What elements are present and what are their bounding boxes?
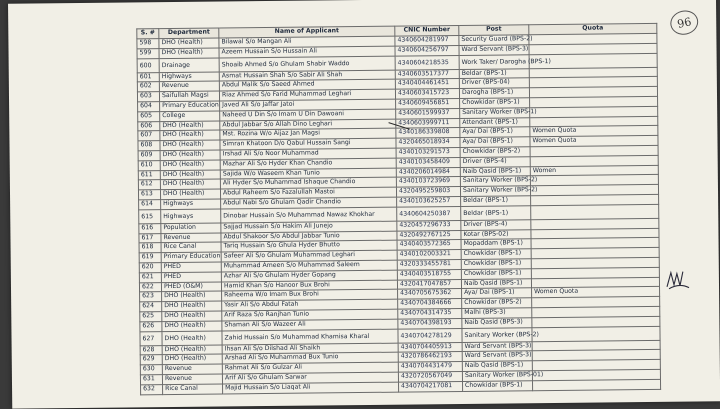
cell-cnic: 4340604218535 — [395, 55, 459, 70]
cell-serial: 606 — [138, 121, 160, 131]
header-cnic: CNIC Number — [395, 25, 459, 36]
cell-quota — [531, 204, 659, 219]
cell-post: Driver (BPS-04) — [459, 78, 529, 89]
cell-cnic: 4320495259803 — [396, 187, 460, 197]
cell-cnic: 4340704314735 — [398, 308, 462, 318]
cell-cnic: 4340603415723 — [395, 89, 459, 99]
cell-serial: 608 — [138, 141, 160, 151]
cell-applicant-name: Javed Ali S/o Jaffar Jatoi — [220, 99, 396, 111]
document-page — [8, 0, 720, 409]
cell-department: Rice Canal — [163, 384, 223, 394]
cell-department: Population — [161, 223, 221, 233]
cell-serial: 627 — [140, 331, 162, 345]
cell-applicant-name: Asmat Hussain Shah S/o Sabir Ali Shah — [219, 70, 395, 82]
cell-applicant-name: Arif Raza S/o Ranjhan Tunio — [222, 309, 398, 321]
cell-quota: Women Quota — [532, 287, 660, 298]
cell-department: Rice Canal — [161, 242, 221, 252]
cell-department: Revenue — [159, 81, 219, 91]
cell-applicant-name: Abdul Malik S/o Saeed Ahmed — [219, 80, 395, 92]
cell-serial: 600 — [137, 58, 159, 72]
cell-post: Chowkidar (BPS-1) — [460, 98, 530, 109]
cell-post: Sanitary Worker (BPS-2) — [460, 186, 530, 197]
cell-applicant-name: Safeer Ali S/o Ghulam Muhammad Leghari — [221, 250, 397, 262]
header-serial: S. # — [137, 29, 159, 39]
cell-cnic: 4340103723969 — [396, 177, 460, 187]
cell-department: PHED — [161, 272, 221, 282]
cell-department: DHO (Health) — [162, 301, 222, 311]
cell-post: Ward Servant (BPS-3) — [462, 351, 532, 362]
cell-serial: 615 — [139, 209, 161, 223]
cell-serial: 602 — [137, 82, 159, 92]
cell-post: Sanitary Worker (BPS-2) — [460, 176, 530, 187]
cell-department: Primary Education — [160, 101, 220, 111]
cell-post: Chowkidar (BPS-1) — [461, 268, 531, 279]
cell-cnic: 4340603999711 — [396, 118, 460, 128]
cell-post: Work Taker/ Darogha (BPS-1) — [459, 54, 529, 69]
cell-serial: 625 — [140, 312, 162, 322]
cell-cnic: 4340186339808 — [396, 128, 460, 138]
cell-quota: Women Quota — [530, 126, 658, 137]
cell-cnic: 4340103458409 — [396, 157, 460, 167]
cell-cnic: 4340704398193 — [398, 318, 462, 328]
cell-quota: Women Quota — [530, 136, 658, 147]
cell-applicant-name: Simran Khatoon D/o Qabul Hussain Sangi — [220, 138, 396, 150]
cell-applicant-name: Irshad Ali S/o Noor Muhammad — [220, 148, 396, 160]
cell-post: Security Guard (BPS-2) — [459, 35, 529, 46]
cell-serial: 601 — [137, 72, 159, 82]
cell-applicant-name: Zahid Hussain S/o Muhammad Khamisa Kharal — [222, 329, 398, 345]
cell-post: Ward Servant (BPS-3) — [462, 341, 532, 352]
cell-department: DHO (Health) — [160, 121, 220, 131]
cell-serial: 620 — [139, 263, 161, 273]
header-post: Post — [459, 25, 529, 36]
cell-cnic: 4340103291573 — [396, 147, 460, 157]
cell-serial: 621 — [139, 272, 161, 282]
cell-serial: 632 — [141, 384, 163, 394]
cell-quota — [532, 379, 660, 390]
cell-post: Ward Servant (BPS-3) — [459, 45, 529, 56]
cell-post: Driver (BPS-4) — [460, 157, 530, 168]
cell-post: Kotar (BPS-02) — [461, 229, 531, 240]
cell-post: Naib Qasid (BPS-3) — [462, 317, 532, 328]
cell-applicant-name: Abdul Nabi S/o Ghulam Qadir Chandio — [221, 197, 397, 209]
cell-serial: 616 — [139, 223, 161, 233]
cell-serial: 619 — [139, 253, 161, 263]
cell-department: DHO (Health) — [162, 311, 222, 321]
cell-applicant-name: Azeem Hussain S/o Hussain Ali — [219, 46, 395, 58]
cell-cnic: 4340604250387 — [397, 206, 461, 221]
cell-department: Highways — [161, 199, 221, 209]
cell-post: Naib Qasid (BPS-1) — [462, 361, 532, 372]
cell-serial: 604 — [138, 102, 160, 112]
cell-post: Sanitary Worker (BPS-01) — [462, 371, 532, 382]
cell-department: Revenue — [162, 364, 222, 374]
cell-applicant-name: Majid Hussain S/o Liaqat Ali — [223, 382, 399, 394]
cell-applicant-name: Mazhar Ali S/o Hyder Khan Chandio — [220, 158, 396, 170]
header-quota: Quota — [529, 23, 657, 34]
cell-applicant-name: Yasir Ali S/o Abdul Fatah — [222, 299, 398, 311]
cell-cnic: 4340704217081 — [399, 381, 463, 391]
cell-applicant-name: Sajida W/o Waseem Khan Tunio — [220, 168, 396, 180]
cell-department: DHO (Health) — [160, 150, 220, 160]
cell-serial: 613 — [138, 190, 160, 200]
cell-post: Darogha (BPS-1) — [459, 88, 529, 99]
cell-cnic: 4320333455781 — [397, 259, 461, 269]
cell-cnic: 4320457296733 — [397, 220, 461, 230]
cell-cnic: 4340604281997 — [395, 35, 459, 45]
cell-post: Sanitary Worker (BPS-1) — [460, 108, 530, 119]
cell-post: Attendant (BPS-1) — [460, 117, 530, 128]
cell-cnic: 4340704384666 — [398, 299, 462, 309]
cell-applicant-name: Dinobar Hussain S/o Muhammad Nawaz Khokhar — [221, 207, 397, 223]
cell-post: Beldar (BPS-1) — [461, 196, 531, 207]
cell-post: Naib Qasid (BPS-1) — [461, 278, 531, 289]
cell-post: Mopaddam (BPS-1) — [461, 239, 531, 250]
cell-department: Highways — [159, 72, 219, 82]
cell-post: Aya/ Dai (BPS-1) — [462, 288, 532, 299]
header-applicant-name: Name of Applicant — [219, 26, 395, 38]
cell-department: DHO (Health) — [162, 331, 222, 346]
cell-serial: 603 — [137, 92, 159, 102]
cell-applicant-name: Sajjad Hussain S/o Hakim Ali Junejo — [221, 221, 397, 233]
cell-cnic: 4340601599937 — [396, 108, 460, 118]
cell-department: DHO (Health) — [162, 354, 222, 364]
cell-cnic: 4340603517377 — [395, 69, 459, 79]
cell-quota — [532, 326, 660, 341]
cell-applicant-name: Naheed U Din S/o Imam U Din Dawoani — [220, 109, 396, 121]
cell-applicant-name: Hamid Khan S/o Hanoor Bux Brohi — [221, 280, 397, 292]
cell-post: Malhi (BPS-3) — [462, 308, 532, 319]
cell-department: College — [160, 111, 220, 121]
cell-serial: 607 — [138, 131, 160, 141]
cell-serial: 605 — [138, 111, 160, 121]
cell-department: PHED — [161, 262, 221, 272]
cell-department: Revenue — [162, 374, 222, 384]
cell-cnic: 4340704431479 — [398, 362, 462, 372]
cell-serial: 626 — [140, 321, 162, 331]
cell-cnic: 4320492767125 — [397, 230, 461, 240]
cell-department: DHO (Health) — [159, 48, 219, 58]
cell-applicant-name: Arshad Ali S/o Muhammad Bux Tunio — [222, 352, 398, 364]
cell-post: Aya/ Dai (BPS-1) — [460, 137, 530, 148]
cell-department: DHO (Health) — [159, 38, 219, 48]
cell-cnic: 4320786462193 — [398, 352, 462, 362]
cell-applicant-name: Azhar Ali S/o Ghulam Hyder Gopang — [221, 270, 397, 282]
cell-cnic: 4340206014984 — [396, 167, 460, 177]
cell-department: DHO (Health) — [160, 189, 220, 199]
cell-department: DHO (Health) — [162, 344, 222, 354]
applicant-table — [136, 23, 661, 395]
cell-applicant-name: Riaz Ahmed S/o Farid Muhammad Leghari — [219, 89, 395, 101]
cell-post: Chowkidar (BPS-1) — [462, 380, 532, 391]
cell-cnic: 4340404461451 — [395, 79, 459, 89]
cell-serial: 611 — [138, 170, 160, 180]
cell-cnic: 4340103625257 — [397, 196, 461, 206]
cell-department: DHO (Health) — [160, 170, 220, 180]
cell-serial: 628 — [140, 345, 162, 355]
cell-applicant-name: Abdul Jabbar S/o Allah Dino Leghari — [220, 119, 396, 131]
cell-applicant-name: Bilawal S/o Mangan Ali — [219, 36, 395, 48]
cell-department: DHO (Health) — [160, 160, 220, 170]
cell-serial: 622 — [139, 282, 161, 292]
cell-department: DHO (Health) — [160, 179, 220, 189]
cell-post: Chowkidar (BPS-2) — [460, 147, 530, 158]
cell-cnic: 4340403572365 — [397, 240, 461, 250]
handwritten-initials — [665, 269, 691, 291]
cell-applicant-name: Ali Hyder S/o Muhammad Ishaque Chandio — [220, 178, 396, 190]
cell-department: PHED (O&M) — [161, 282, 221, 292]
cell-cnic: 4320465018934 — [396, 138, 460, 148]
cell-serial: 629 — [140, 355, 162, 365]
cell-applicant-name: Shaman Ali S/o Wazeer Ali — [222, 319, 398, 331]
cell-cnic: 4340403518755 — [397, 269, 461, 279]
cell-cnic: 4340604256797 — [395, 45, 459, 55]
cell-department: DHO (Health) — [162, 291, 222, 301]
cell-serial: 599 — [137, 48, 159, 58]
cell-department: Saifullah Magsi — [159, 91, 219, 101]
cell-cnic: 4340609456851 — [396, 98, 460, 108]
cell-applicant-name: Ihsan Ali S/o Dilshad Ali Shaikh — [222, 343, 398, 355]
cell-serial: 618 — [139, 243, 161, 253]
cell-post: Beldar (BPS-1) — [461, 205, 531, 220]
cell-cnic: 4340704278129 — [398, 328, 462, 343]
cell-applicant-name: Rahmat Ali S/o Gulzar Ali — [222, 362, 398, 374]
cell-post: Aya/ Dai (BPS-1) — [460, 127, 530, 138]
cell-cnic: 4340102003321 — [397, 250, 461, 260]
cell-serial: 624 — [140, 302, 162, 312]
cell-applicant-name: Arif Ali S/o Ghulam Sarwar — [222, 372, 398, 384]
cell-post: Chowkidar (BPS-1) — [461, 249, 531, 260]
cell-department: Revenue — [161, 233, 221, 243]
cell-applicant-name: Abdul Raheem S/o Fazalullah Mastoi — [220, 187, 396, 199]
cell-post: Beldar (BPS-1) — [459, 68, 529, 79]
header-department: Department — [159, 28, 219, 39]
cell-serial: 630 — [140, 365, 162, 375]
cell-serial: 612 — [138, 180, 160, 190]
cell-serial: 614 — [139, 200, 161, 210]
cell-department: Highways — [161, 209, 221, 224]
cell-department: Drainage — [159, 58, 219, 73]
cell-applicant-name: Muhammad Ameen S/o Muhammad Saleem — [221, 260, 397, 272]
page-number: 96 — [668, 8, 701, 38]
cell-post: Sanitary Worker (BPS-2) — [462, 327, 532, 342]
cell-quota: Women — [530, 165, 658, 176]
cell-applicant-name: Shoaib Ahmed S/o Ghulam Shabir Waddo — [219, 56, 395, 72]
cell-department: DHO (Health) — [162, 321, 222, 331]
cell-cnic: 4340705675362 — [398, 289, 462, 299]
cell-serial: 631 — [140, 375, 162, 385]
cell-department: DHO (Health) — [160, 130, 220, 140]
cell-cnic: 4320720567049 — [398, 371, 462, 381]
cell-applicant-name: Tariq Hussain S/o Ghula Hyder Bhutto — [221, 240, 397, 252]
cell-post: Naib Qasid (BPS-1) — [460, 166, 530, 177]
cell-applicant-name: Raheema W/o Imam Bux Brohi — [222, 289, 398, 301]
cell-applicant-name: Abdul Shakoor S/o Abdul Jabbar Tunio — [221, 231, 397, 243]
cell-serial: 598 — [137, 39, 159, 49]
cell-serial: 617 — [139, 233, 161, 243]
cell-serial: 609 — [138, 151, 160, 161]
cell-post: Driver (BPS-4) — [461, 219, 531, 230]
cell-cnic: 4340704405913 — [398, 342, 462, 352]
cell-department: DHO (Health) — [160, 140, 220, 150]
cell-serial: 610 — [138, 160, 160, 170]
cell-post: Chowkidar (BPS-2) — [462, 298, 532, 309]
cell-serial: 623 — [140, 292, 162, 302]
cell-cnic: 4320417047857 — [397, 279, 461, 289]
cell-post: Chowkidar (BPS-1) — [461, 259, 531, 270]
cell-department: Primary Education — [161, 252, 221, 262]
cell-applicant-name: Mst. Rozina W/o Aijaz Jan Magsi — [220, 129, 396, 141]
